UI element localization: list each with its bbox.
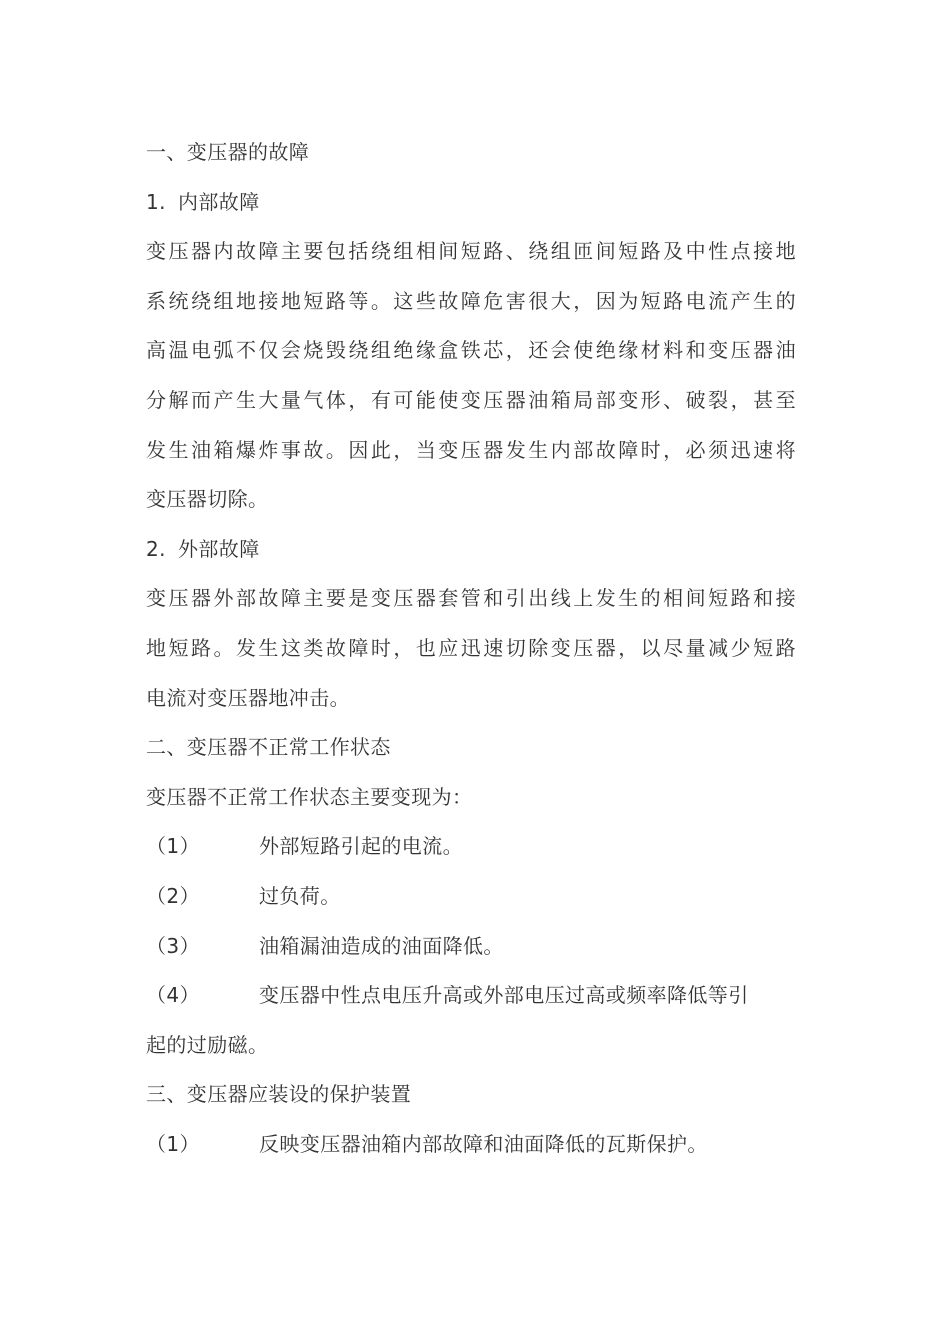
list-item bbox=[146, 1120, 796, 1170]
subheading-number: 1. bbox=[146, 189, 166, 214]
subheading-internal-faults bbox=[146, 178, 796, 228]
subheading-title: 外部故障 bbox=[178, 536, 260, 561]
list-item-text: 油箱漏油造成的油面降低。 bbox=[259, 933, 504, 958]
subheading-title: 内部故障 bbox=[178, 189, 260, 214]
paragraph-line: 地短路。发生这类故障时，也应迅速切除变压器，以尽量减少短路 bbox=[146, 635, 796, 660]
list-item-marker: （2） bbox=[146, 883, 200, 908]
subheading-external-faults bbox=[146, 525, 796, 575]
list-item-text: 外部短路引起的电流。 bbox=[259, 834, 463, 859]
list-item bbox=[146, 872, 796, 922]
paragraph-line: 变压器内故障主要包括绕组相间短路、绕组匝间短路及中性点接地 bbox=[146, 239, 796, 264]
list-item-marker: （1） bbox=[146, 834, 200, 859]
paragraph-line: 发生油箱爆炸事故。因此，当变压器发生内部故障时，必须迅速将 bbox=[146, 437, 796, 462]
list-item-marker: （3） bbox=[146, 933, 200, 958]
list-item-continuation: 起的过励磁。 bbox=[146, 1032, 269, 1057]
list-item bbox=[146, 922, 796, 972]
list-item-text: 变压器中性点电压升高或外部电压过高或频率降低等引 bbox=[259, 983, 749, 1008]
list-item-text: 过负荷。 bbox=[259, 883, 341, 908]
paragraph-line: 分解而产生大量气体，有可能使变压器油箱局部变形、破裂，甚至 bbox=[146, 387, 796, 412]
list-item-marker: （1） bbox=[146, 1131, 200, 1156]
list-item-text: 反映变压器油箱内部故障和油面降低的瓦斯保护。 bbox=[259, 1131, 708, 1156]
paragraph-line: 系统绕组地接地短路等。这些故障危害很大，因为短路电流产生的 bbox=[146, 288, 796, 313]
list-item-marker: （4） bbox=[146, 983, 200, 1008]
section-heading-faults: 一、变压器的故障 bbox=[146, 140, 310, 164]
paragraph-intro: 变压器不正常工作状态主要变现为： bbox=[146, 784, 473, 809]
list-item bbox=[146, 971, 796, 1021]
paragraph-line: 变压器切除。 bbox=[146, 487, 269, 512]
list-item bbox=[146, 822, 796, 872]
paragraph-line: 电流对变压器地冲击。 bbox=[146, 685, 350, 710]
paragraph-line: 变压器外部故障主要是变压器套管和引出线上发生的相间短路和接 bbox=[146, 586, 796, 611]
section-heading-abnormal-states: 二、变压器不正常工作状态 bbox=[146, 735, 391, 760]
section-heading-protection-devices: 三、变压器应装设的保护装置 bbox=[146, 1082, 412, 1107]
paragraph-line: 高温电弧不仅会烧毁绕组绝缘盒铁芯，还会使绝缘材料和变压器油 bbox=[146, 338, 796, 363]
document-body bbox=[146, 128, 796, 1169]
subheading-number: 2. bbox=[146, 536, 166, 561]
